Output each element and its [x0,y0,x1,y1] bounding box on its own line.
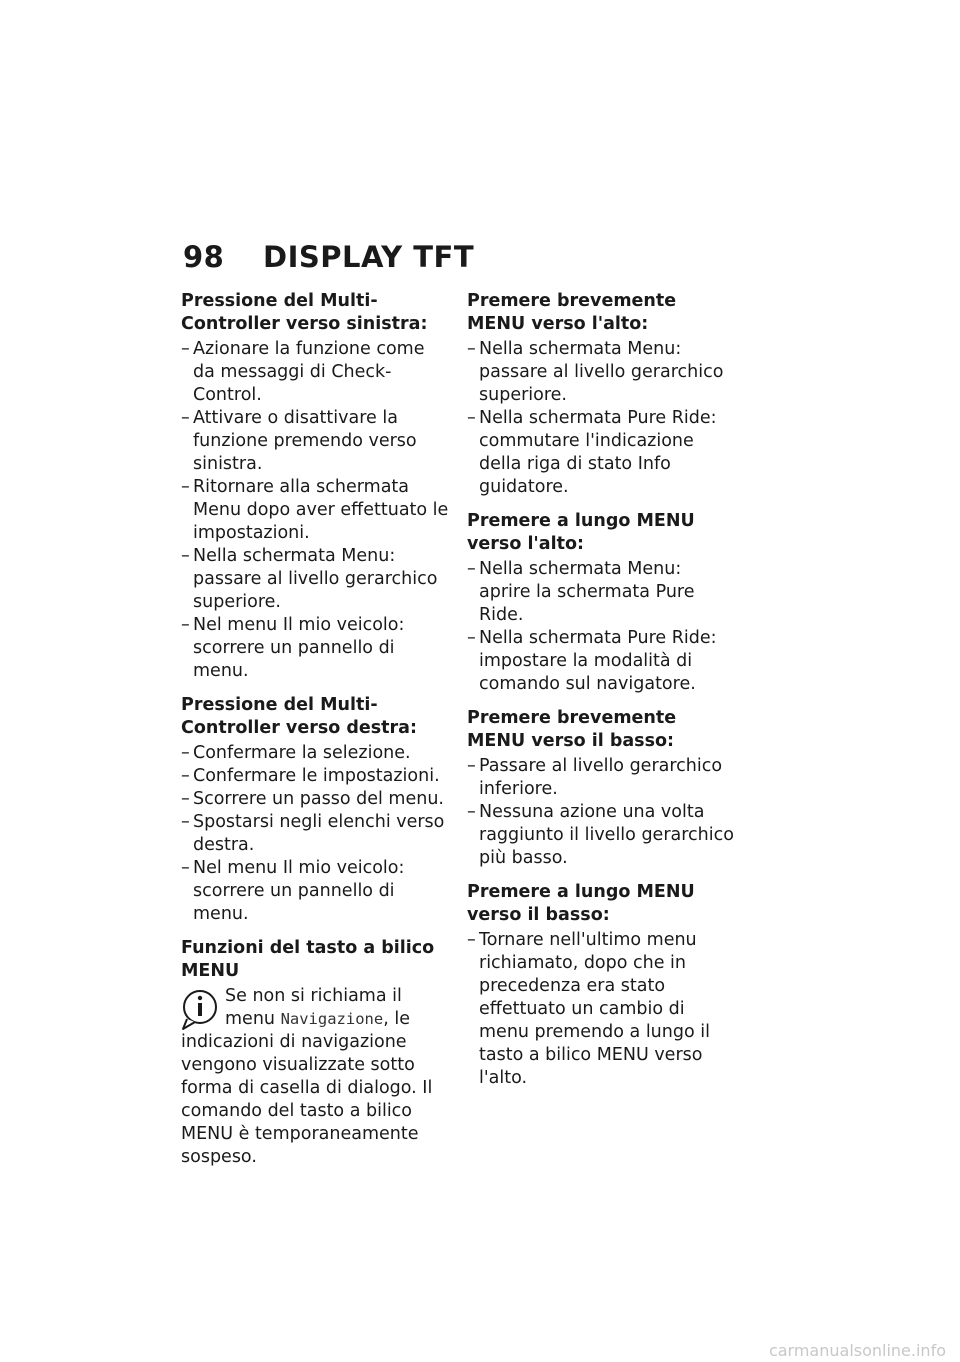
page-header [183,240,474,274]
list-item: – Nessuna azione una volta raggiunto il livello gerarchico più basso. [467,801,737,870]
left-column [181,290,449,1180]
section-left-menu-functions [181,937,449,1169]
list-item: – Attivare o disattivare la funzione premendo verso sinistra. [181,407,449,476]
list-item: – Nella schermata Menu: passare al livello gerarchico superiore. [467,338,737,407]
section-right-long-up [467,510,737,696]
watermark: carmanualsonline.info [768,1341,946,1360]
info-note [181,985,449,1169]
section-title: Pressione del Multi-Controller verso destra: [181,695,417,738]
bullet-list [181,338,449,683]
list-item: – Nella schermata Menu: aprire la schermata Pure Ride. [467,558,737,627]
list-item: – Confermare le impostazioni. [181,765,449,788]
list-item: – Nel menu Il mio veicolo: scorrere un pannello di menu. [181,857,449,926]
bullet-list [467,338,737,499]
bullet-list [467,929,737,1090]
list-item: – Nel menu Il mio veicolo: scorrere un pannello di menu. [181,614,449,683]
right-column [467,290,737,1101]
info-icon [181,985,219,1031]
section-title: Premere brevemente MENU verso il basso: [467,708,677,751]
section-left-sinistra [181,290,449,683]
list-item: – Nella schermata Pure Ride: commutare l'indicazione della riga di stato Info guidatore. [467,407,737,499]
list-item: – Scorrere un passo del menu. [181,788,449,811]
page-number: 98 [183,240,225,274]
section-title: Pressione del Multi-Controller verso sinistra: [181,291,428,334]
list-item: – Nella schermata Pure Ride: impostare la modalità di comando sul navigatore. [467,627,737,696]
section-right-long-down [467,881,737,1090]
bullet-list [181,742,449,926]
bullet-list [467,755,737,870]
note-text-end: , le indicazioni di navigazione vengono visualizzate sotto forma di casella di dialogo. Il comando del tasto a bilico MENU è temporaneamente sospeso. [181,1009,433,1167]
list-item: – Nella schermata Menu: passare al livello gerarchico superiore. [181,545,449,614]
list-item: – Azionare la funzione come da messaggi di Check-Control. [181,338,449,407]
bullet-list [467,558,737,696]
section-title: Premere a lungo MENU verso l'alto: [467,511,695,554]
section-right-short-down [467,707,737,870]
section-title: Premere a lungo MENU verso il basso: [467,882,695,925]
list-item: – Spostarsi negli elenchi verso destra. [181,811,449,857]
list-item: – Ritornare alla schermata Menu dopo aver effettuato le impostazioni. [181,476,449,545]
note-code: Navigazione [280,1010,384,1028]
list-item: – Tornare nell'ultimo menu richiamato, dopo che in precedenza era stato effettuato un cambio di menu premendo a lungo il tasto a bilico MENU verso l'alto. [467,929,737,1090]
list-item: – Confermare la selezione. [181,742,449,765]
note-text-start: Se non si richiama il menu [225,986,402,1029]
list-item: – Passare al livello gerarchico inferiore. [467,755,737,801]
section-right-short-up [467,290,737,499]
section-left-destra [181,694,449,926]
page-title: DISPLAY TFT [263,240,475,274]
section-title: Funzioni del tasto a bilico MENU [181,938,435,981]
section-title: Premere brevemente MENU verso l'alto: [467,291,677,334]
